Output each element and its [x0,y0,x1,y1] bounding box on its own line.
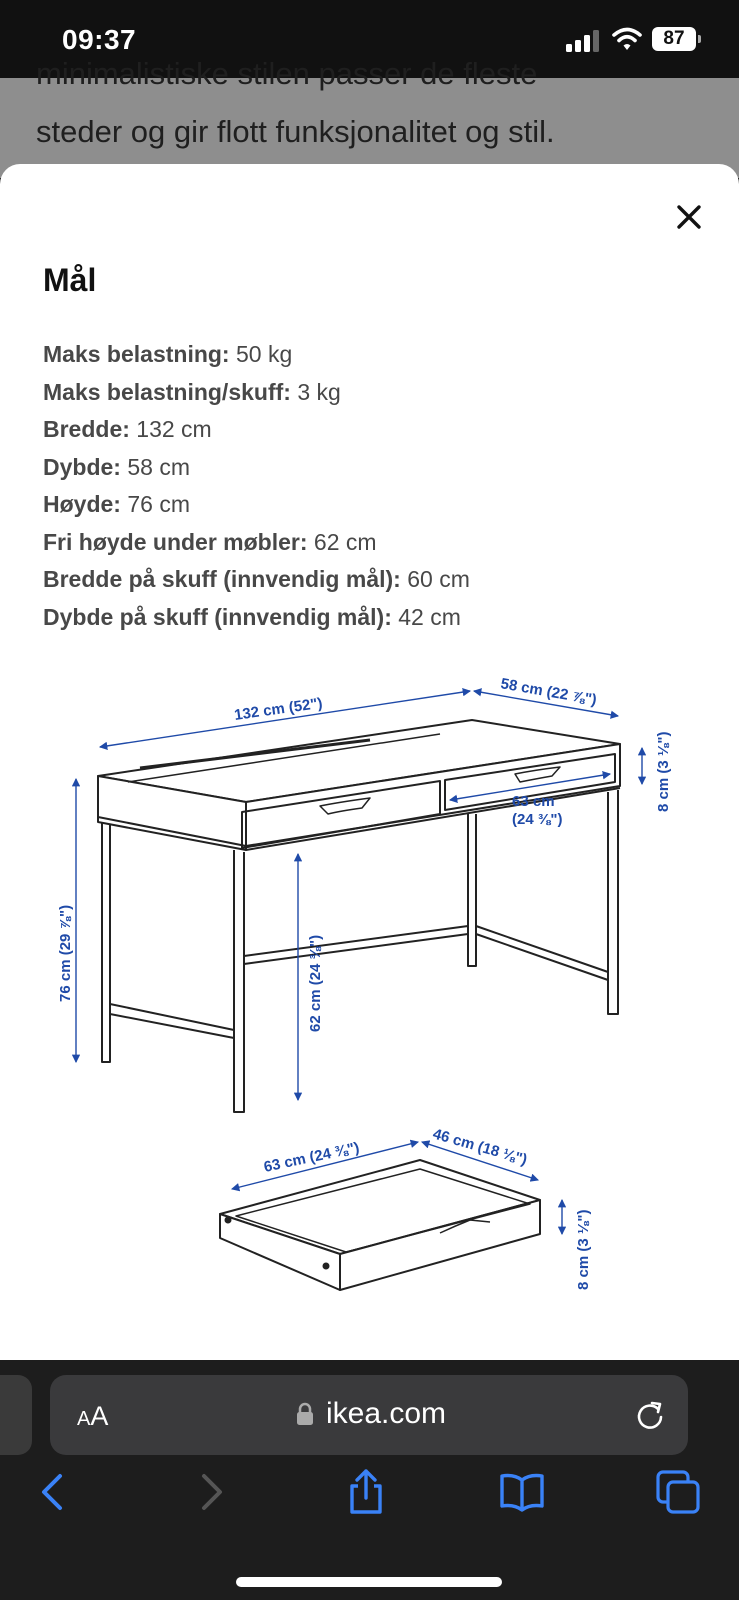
background-text-line: steder og gir flott funksjonalitet og stil. [36,114,555,149]
label-drawer-width-line2: (24 ⅜") [512,811,563,828]
sheet-title: Mål [43,262,97,298]
spec-label: Fri høyde under møbler: [43,528,308,555]
spec-value: 62 cm [307,528,377,555]
url-domain[interactable]: ikea.com [326,1397,447,1430]
label-height: 76 cm (29 ⅞") [57,904,74,1002]
background-page [0,56,739,178]
spec-label: Maks belastning/skuff: [43,378,291,405]
cellular-signal-icon [566,30,602,52]
reload-icon[interactable] [634,1399,666,1431]
forward-icon[interactable] [186,1468,234,1516]
spec-label: Dybde på skuff (innvendig mål): [43,603,392,630]
close-icon[interactable] [672,200,706,234]
spec-label: Bredde: [43,416,130,442]
spec-row [43,374,703,412]
previous-tab-preview[interactable] [0,1375,32,1455]
spec-label: Bredde på skuff (innvendig mål): [43,566,401,592]
spec-value: 50 kg [229,341,293,367]
back-icon[interactable] [30,1468,78,1516]
spec-row [43,486,703,524]
battery-tip [698,35,701,43]
spec-row [43,336,703,374]
spec-value: 3 kg [290,378,341,405]
tabs-icon[interactable] [654,1468,702,1516]
spec-value: 132 cm [129,416,212,442]
address-bar[interactable] [50,1375,688,1455]
label-clearance: 62 cm (24 ⅜") [307,934,324,1032]
dimension-drawing [40,664,700,1354]
label-apron: 8 cm (3 ⅛") [655,731,672,812]
spec-row [43,449,703,487]
dimensions-sheet [0,164,739,1360]
home-indicator[interactable] [236,1577,502,1587]
wifi-icon [612,26,642,52]
spec-row [43,599,703,637]
label-drawer-height: 8 cm (3 ⅛") [575,1209,592,1290]
label-drawer-outer-depth: 46 cm (18 ⅛") [430,1125,529,1169]
clock: 09:37 [62,24,137,55]
battery-indicator [652,27,702,51]
battery-level: 87 [652,27,696,51]
background-text-line: minimalistiske stilen passer de fleste [36,56,538,91]
label-drawer-width-line1: 63 cm [512,793,555,810]
spec-row [43,411,703,449]
label-depth: 58 cm (22 ⅞") [499,675,598,709]
label-width: 132 cm (52") [233,694,324,724]
spec-label: Maks belastning: [43,341,230,367]
spec-value: 42 cm [391,603,461,630]
bookmarks-icon[interactable] [498,1468,546,1516]
browser-toolbar [0,1360,739,1600]
desk-illustration [98,720,620,1112]
lock-icon [296,1402,314,1426]
spec-value: 58 cm [120,453,190,480]
spec-value: 60 cm [400,566,470,592]
label-drawer-outer-width: 63 cm (24 ⅜") [262,1139,361,1176]
text-size-button[interactable]: AA [77,1401,109,1431]
share-icon[interactable] [342,1468,390,1516]
spec-row [43,561,703,599]
dimension-spec-list [43,336,703,636]
spec-row [43,524,703,562]
spec-label: Høyde: [43,491,121,517]
spec-value: 76 cm [120,491,190,517]
spec-label: Dybde: [43,453,121,480]
